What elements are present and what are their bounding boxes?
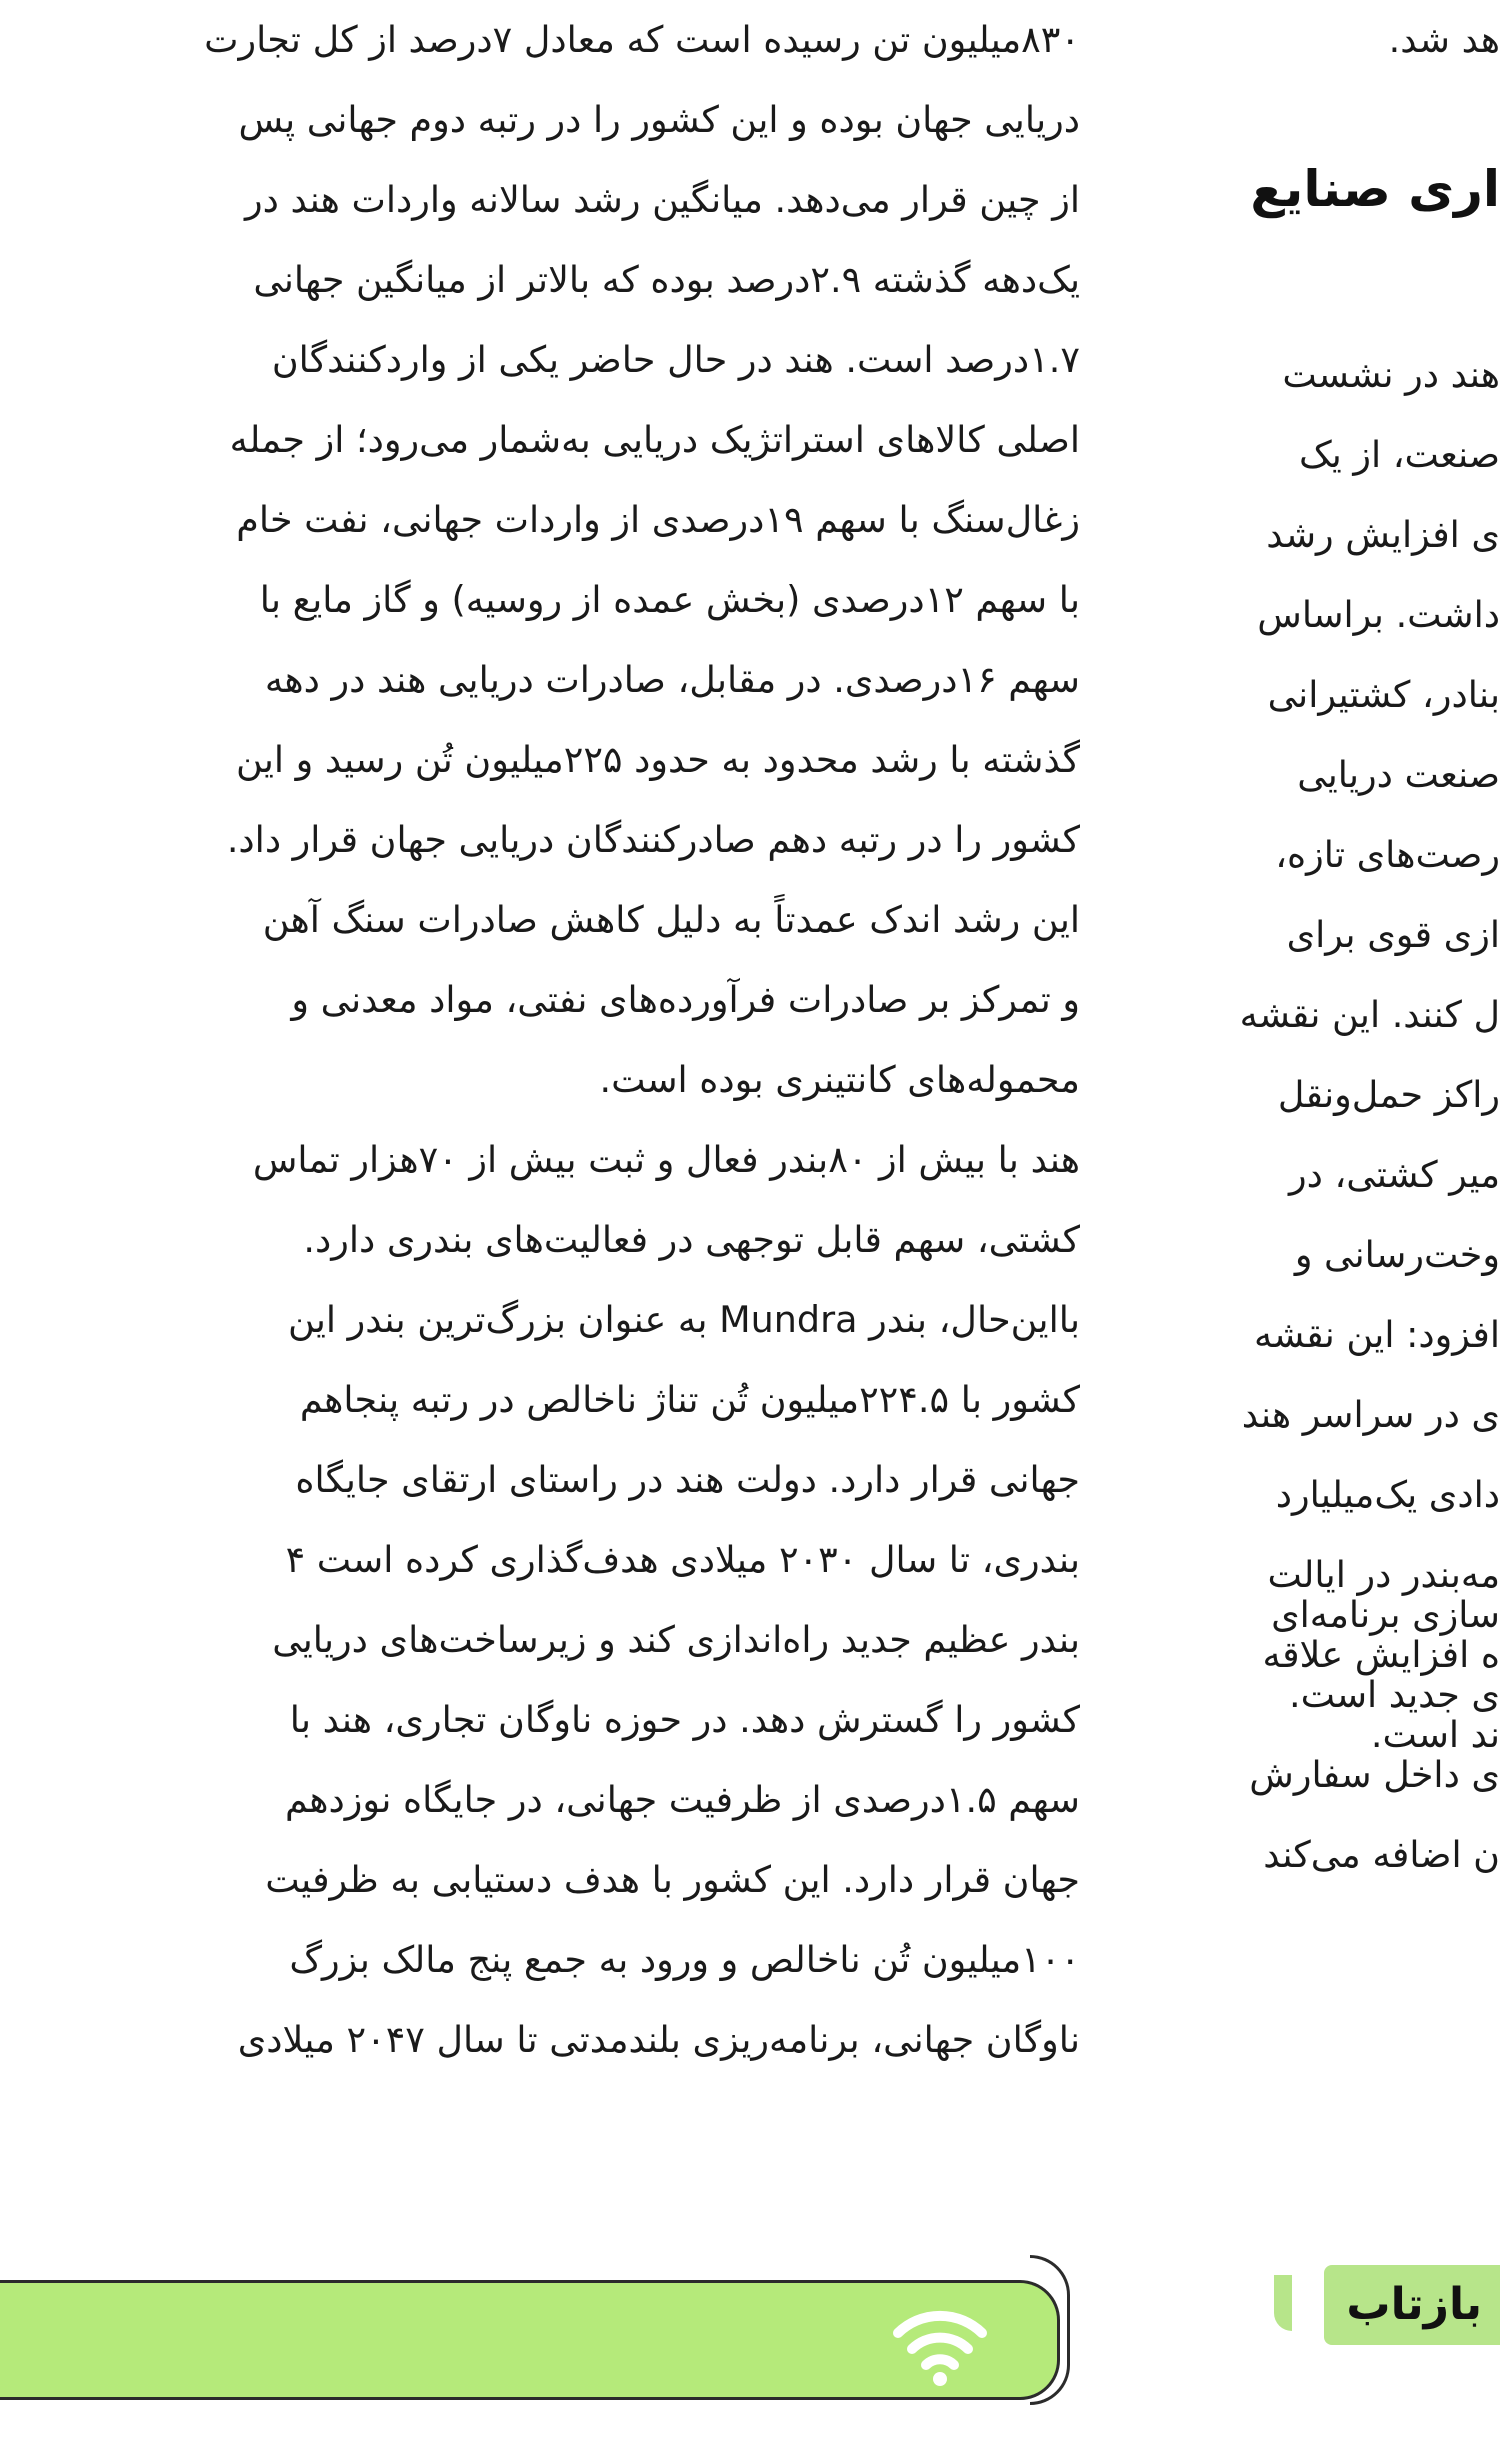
side-line: ی جدید است. <box>1289 1673 1500 1716</box>
article-line: و تمرکز بر صادرات فرآورده‌های نفتی، مواد معدنی و <box>291 978 1080 1021</box>
side-body <box>1180 335 1500 1775</box>
article-line: با سهم ۱۲درصدی (بخش عمده از روسیه) و گاز مایع با <box>259 578 1080 621</box>
article-line: ۱۰۰میلیون تُن ناخالص و ورود به جمع پنج مالک بزرگ <box>289 1938 1080 1981</box>
article-line: ۱.۷درصد است. هند در حال حاضر یکی از واردکنندگان <box>271 338 1080 381</box>
article-line: کشتی، سهم قابل توجهی در فعالیت‌های بندری دارد. <box>303 1218 1080 1261</box>
section-tag-leaf <box>1274 2275 1292 2331</box>
article-line: محموله‌های کانتینری بوده است. <box>599 1058 1080 1101</box>
side-line: ن اضافه می‌کند <box>1263 1833 1500 1876</box>
side-line: ی افزایش رشد <box>1266 513 1500 556</box>
article-line: ۸۳۰میلیون تن رسیده است که معادل ۷درصد از کل تجارت <box>204 18 1080 61</box>
footer-ribbon-cap <box>1030 2255 1070 2405</box>
side-line: صنعت دریایی <box>1297 753 1500 796</box>
article-line: گذشته با رشد محدود به حدود ۲۲۵میلیون تُن رسید و این <box>235 738 1080 781</box>
side-line: رصت‌های تازه، <box>1275 833 1500 876</box>
article-line: این رشد اندک عمدتاً به دلیل کاهش صادرات سنگ آهن <box>262 898 1080 941</box>
side-line: ه افزایش علاقه <box>1262 1633 1500 1676</box>
side-line: دادی یک‌میلیارد <box>1275 1473 1500 1516</box>
side-line: افزود: این نقشه <box>1254 1313 1500 1356</box>
article-line: بندر عظیم جدید راه‌اندازی کند و زیرساخت‌های دریایی <box>272 1618 1080 1661</box>
article-line: هند با بیش از ۸۰بندر فعال و ثبت بیش از ۷۰هزار تماس <box>252 1138 1080 1181</box>
side-heading: اری صنایع <box>1250 160 1500 218</box>
side-line: هند در نشست <box>1282 353 1500 396</box>
article-line: سهم ۱.۵درصدی از ظرفیت جهانی، در جایگاه نوزدهم <box>284 1778 1080 1821</box>
article-line: ناوگان جهانی، برنامه‌ریزی بلندمدتی تا سال ۲۰۴۷ میلادی <box>237 2018 1080 2061</box>
wifi-icon <box>890 2295 990 2390</box>
side-line: میر کشتی، در <box>1289 1153 1500 1196</box>
side-body-second <box>1180 1575 1500 1895</box>
section-tag: بازتاب <box>1324 2265 1500 2345</box>
article-line: از چین قرار می‌دهد. میانگین رشد سالانه واردات هند در <box>244 178 1080 221</box>
article-line: بااین‌حال، بندر Mundra به عنوان بزرگ‌ترین بندر این <box>287 1298 1080 1341</box>
side-line: ی داخل سفارش <box>1249 1753 1500 1796</box>
article-line: زغال‌سنگ با سهم ۱۹درصدی از واردات جهانی، نفت خام <box>236 498 1080 541</box>
side-line: صنعت، از یک <box>1298 433 1500 476</box>
article-line: کشور را در رتبه دهم صادرکنندگان دریایی جهان قرار داد. <box>226 818 1080 861</box>
article-line: جهانی قرار دارد. دولت هند در راستای ارتقای جایگاه <box>295 1458 1080 1501</box>
side-line: وخت‌رسانی و <box>1294 1233 1500 1276</box>
article-line: دریایی جهان بوده و این کشور را در رتبه دوم جهانی پس <box>238 98 1080 141</box>
side-line: راکز حمل‌ونقل <box>1277 1073 1500 1116</box>
article-line: کشور را گسترش دهد. در حوزه ناوگان تجاری، هند با <box>289 1698 1080 1741</box>
article-line: اصلی کالاهای استراتژیک دریایی به‌شمار می‌رود؛ از جمله <box>229 418 1080 461</box>
article-line: کشور با ۲۲۴.۵میلیون تُن تناژ ناخالص در رتبه پنجاهم <box>299 1378 1080 1421</box>
side-line: سازی برنامه‌ای <box>1271 1593 1500 1636</box>
side-line: ل کنند. این نقشه <box>1239 993 1500 1036</box>
article-line: بندری، تا سال ۲۰۳۰ میلادی هدف‌گذاری کرده است ۴ <box>285 1538 1080 1581</box>
side-line: داشت. براساس <box>1257 593 1500 636</box>
side-top-line: هد شد. <box>1388 18 1500 61</box>
side-line: ازی قوی برای <box>1286 913 1500 956</box>
side-line: ی در سراسر هند <box>1241 1393 1500 1436</box>
article-line: سهم ۱۶درصدی. در مقابل، صادرات دریایی هند در دهه <box>264 658 1080 701</box>
side-line: ند است. <box>1370 1713 1500 1756</box>
article-line: جهان قرار دارد. این کشور با هدف دستیابی به ظرفیت <box>265 1858 1080 1901</box>
side-line: مه‌بندر در ایالت <box>1267 1553 1500 1596</box>
side-line: بنادر، کشتیرانی <box>1267 673 1500 716</box>
article-line: یک‌دهه گذشته ۲.۹درصد بوده که بالاتر از میانگین جهانی <box>253 258 1080 301</box>
